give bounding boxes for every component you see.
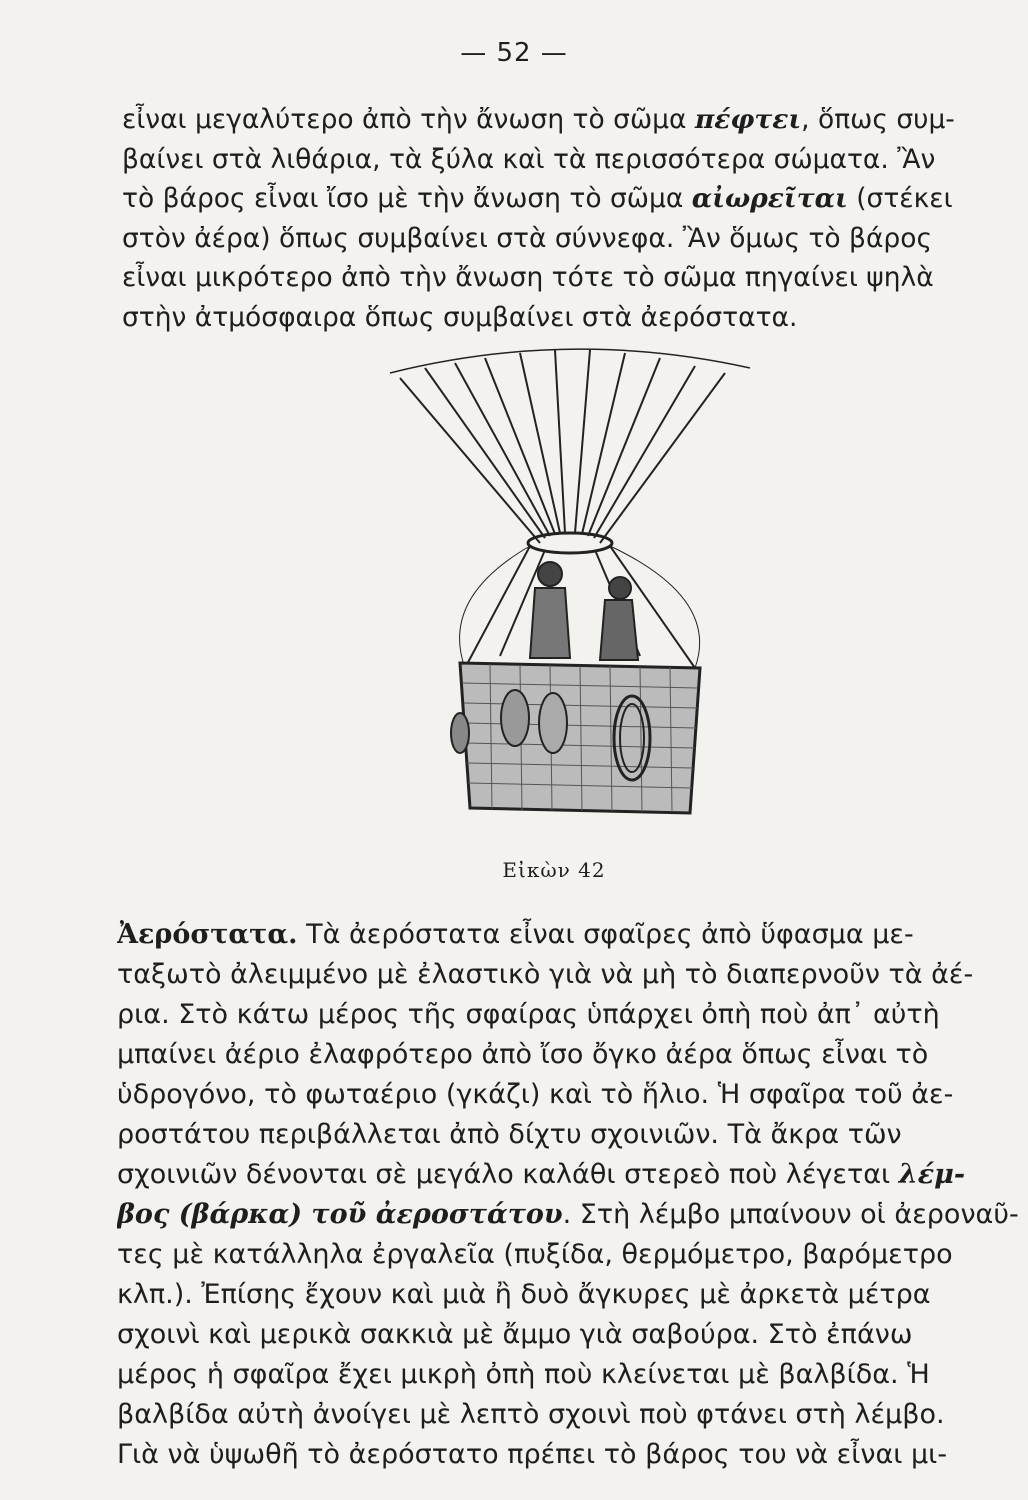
text-line: τὸ βάρος εἶναι ἴσο μὲ τὴν ἄνωση τὸ σῶμα αἰωρεῖται (στέκει	[122, 183, 953, 214]
text-line: μέρος ἡ σφαῖρα ἔχει μικρὴ ὀπὴ ποὺ κλείνεται μὲ βαλβίδα. Ἡ	[117, 1359, 930, 1390]
text-line: βαλβίδα αὐτὴ ἀνοίγει μὲ λεπτὸ σχοινὶ ποὺ φτάνει στὴ λέμβο.	[117, 1399, 945, 1430]
section-heading: Ἀερόστατα.	[117, 919, 298, 950]
text-line: μπαίνει ἀέριο ἐλαφρότερο ἀπὸ ἴσο ὄγκο ἀέρα ὅπως εἶναι τὸ	[117, 1039, 929, 1070]
balloon-basket-illustration	[370, 338, 770, 838]
text-line: κλπ.). Ἐπίσης ἔχουν καὶ μιὰ ἢ δυὸ ἄγκυρες μὲ ἀρκετὰ μέτρα	[117, 1279, 931, 1310]
text-line: στὴν ἀτμόσφαιρα ὅπως συμβαίνει στὰ ἀερόστατα.	[122, 301, 798, 333]
text-line: ταξωτὸ ἀλειμμένο μὲ ἐλαστικὸ γιὰ νὰ μὴ τὸ διαπερνοῦν τὰ ἀέ-	[117, 959, 974, 990]
text-line: βος (βάρκα) τοῦ ἀεροστάτου. Στὴ λέμβο μπαίνουν οἱ ἀεροναῦ-	[117, 1199, 1019, 1230]
page-number: — 52 —	[460, 38, 568, 68]
text-line: εἶναι μικρότερο ἀπὸ τὴν ἄνωση τότε τὸ σῶμα πηγαίνει ψηλὰ	[122, 262, 934, 293]
text-line: σχοινὶ καὶ μερικὰ σακκιὰ μὲ ἄμμο γιὰ σαβούρα. Στὸ ἐπάνω	[117, 1319, 913, 1350]
text-line: στὸν ἀέρα) ὅπως συμβαίνει στὰ σύννεφα. Ἂν ὅμως τὸ βάρος	[122, 222, 932, 254]
figure-caption: Εἰκὼν 42	[502, 858, 606, 882]
text-line: ροστάτου περιβάλλεται ἀπὸ δίχτυ σχοινιῶν. Τὰ ἄκρα τῶν	[117, 1119, 902, 1150]
text-line: Ἀερόστατα. Τὰ ἀερόστατα εἶναι σφαῖρες ἀπὸ ὕφασμα με-	[117, 919, 914, 950]
paragraph-intro	[122, 100, 1010, 337]
text-line: Γιὰ νὰ ὑψωθῆ τὸ ἀερόστατο πρέπει τὸ βάρος του νὰ εἶναι μι-	[117, 1439, 948, 1470]
text-line: ρια. Στὸ κάτω μέρος τῆς σφαίρας ὑπάρχει ὀπὴ ποὺ ἀπ᾽ αὐτὴ	[117, 999, 940, 1030]
text-line: βαίνει στὰ λιθάρια, τὰ ξύλα καὶ τὰ περισσότερα σώματα. Ἂν	[122, 143, 936, 175]
paragraph-balloons	[117, 915, 1022, 1475]
text-line: τες μὲ κατάλληλα ἐργαλεῖα (πυξίδα, θερμόμετρο, βαρόμετρο	[117, 1239, 953, 1270]
text-line: σχοινιῶν δένονται σὲ μεγάλο καλάθι στερεὸ ποὺ λέγεται λέμ-	[117, 1159, 966, 1190]
text-line: εἶναι μεγαλύτερο ἀπὸ τὴν ἄνωση τὸ σῶμα πέφτει, ὅπως συμ-	[122, 104, 955, 135]
text-line: ὑδρογόνο, τὸ φωταέριο (γκάζι) καὶ τὸ ἥλιο. Ἡ σφαῖρα τοῦ ἀε-	[117, 1079, 954, 1110]
